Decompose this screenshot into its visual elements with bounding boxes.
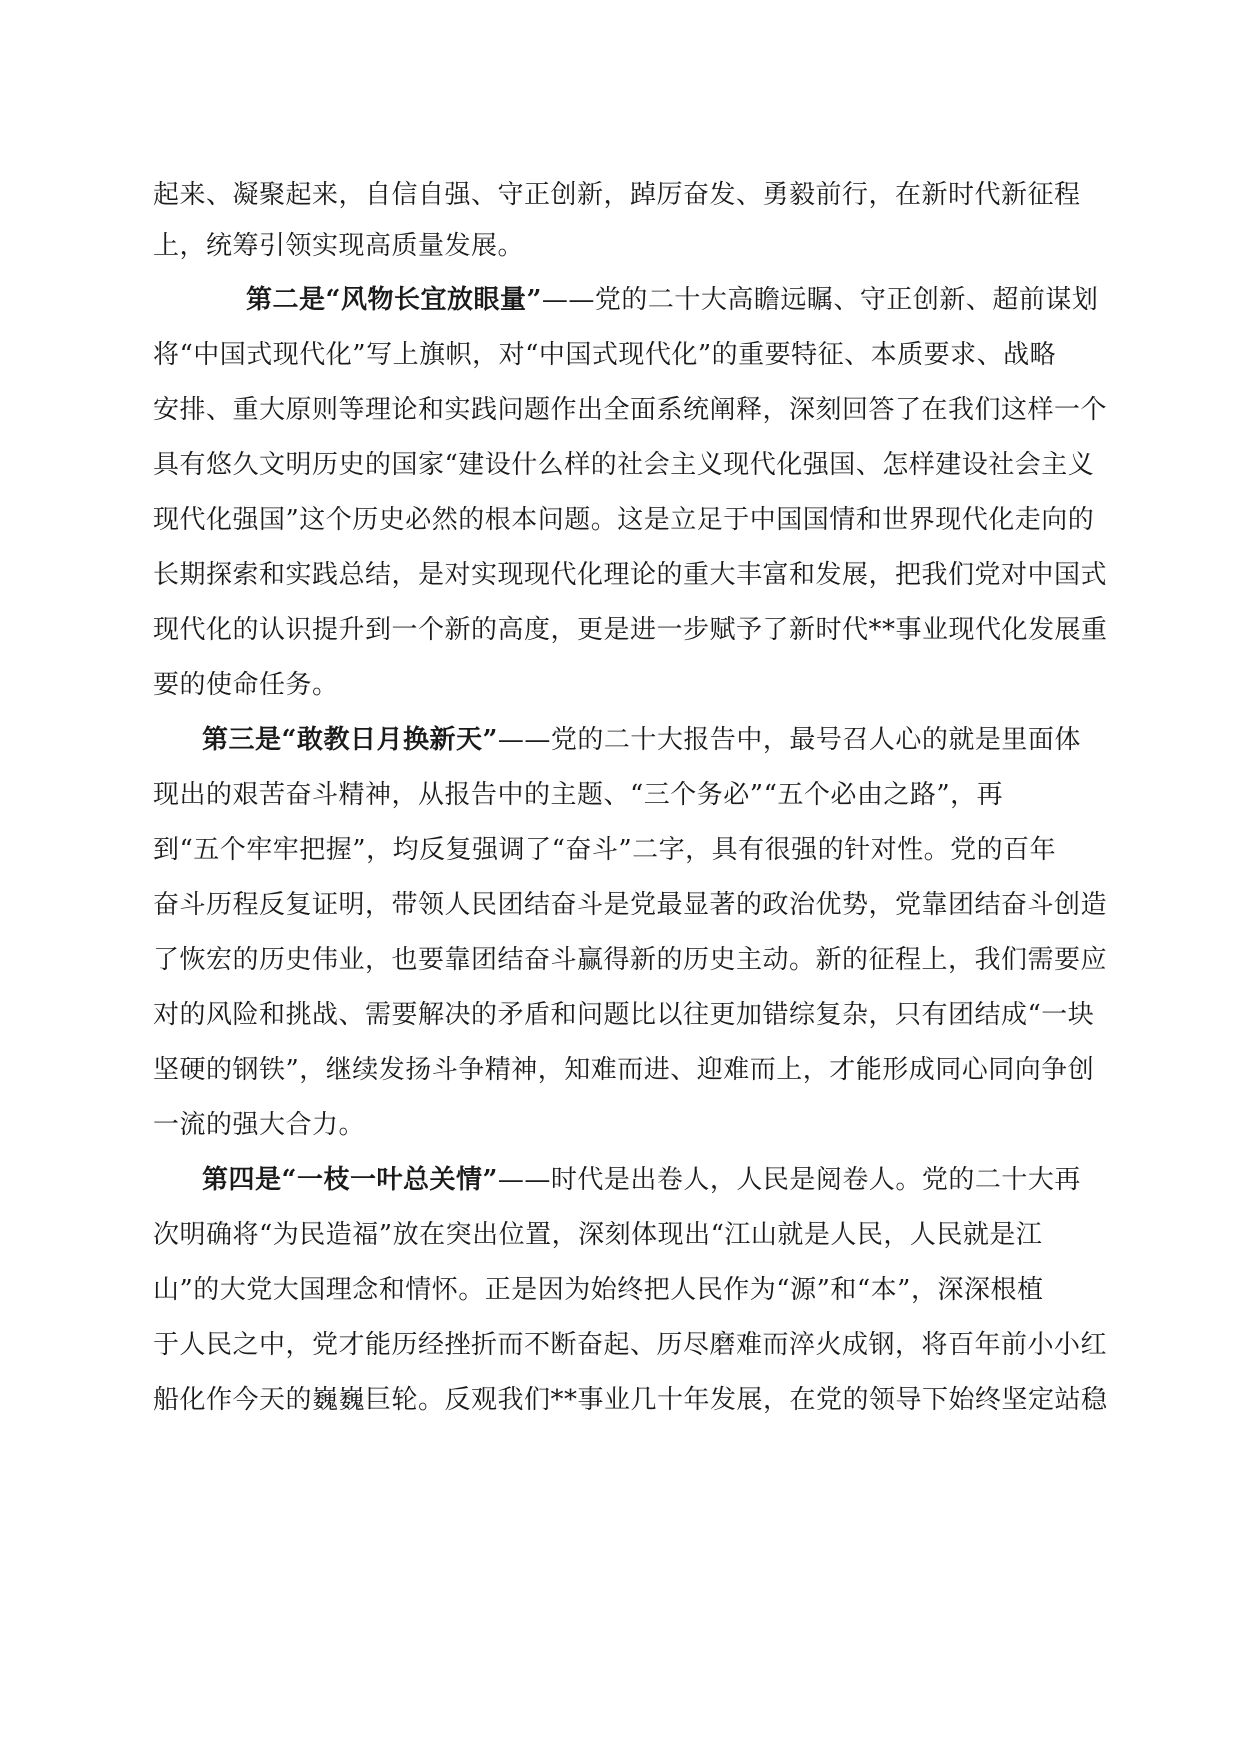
p2-line-7: 现代化的认识提升到一个新的高度，更是进一步赋予了新时代**事业现代化发展重: [153, 615, 1108, 645]
p3-line-4: 奋斗历程反复证明，带领人民团结奋斗是党最显著的政治优势，党靠团结奋斗创造: [153, 890, 1108, 920]
p3-line-5: 了恢宏的历史伟业，也要靠团结奋斗赢得新的历史主动。新的征程上，我们需要应: [153, 945, 1108, 975]
p3-line-3: 到“五个牢牢把握”，均反复强调了“奋斗”二字，具有很强的针对性。党的百年: [153, 835, 1057, 865]
p1-line-1: 起来、凝聚起来，自信自强、守正创新，踔厉奋发、勇毅前行，在新时代新征程: [153, 180, 1081, 210]
p2-line-6: 长期探索和实践总结，是对实现现代化理论的重大丰富和发展，把我们党对中国式: [153, 560, 1108, 590]
p2-heading: 第二是“风物长宜放眼量”: [246, 285, 542, 315]
p4-line-2: 次明确将“为民造福”放在突出位置，深刻体现出“江山就是人民，人民就是江: [153, 1220, 1043, 1250]
p4-line-3: 山”的大党大国理念和情怀。正是因为始终把人民作为“源”和“本”，深深根植: [153, 1275, 1044, 1305]
p3-first-rest: ——党的二十大报告中，最号召人心的就是里面体: [497, 725, 1081, 755]
p3-first-line: [202, 722, 1081, 758]
p1-line-2: 上，统筹引领实现高质量发展。: [153, 231, 525, 261]
p4-heading: 第四是“一枝一叶总关情”: [202, 1165, 498, 1195]
p2-line-5: 现代化强国”这个历史必然的根本问题。这是立足于中国国情和世界现代化走向的: [153, 505, 1095, 535]
p2-first-line: [246, 282, 1098, 318]
p2-line-2: 将“中国式现代化”写上旗帜，对“中国式现代化”的重要特征、本质要求、战略: [153, 340, 1057, 370]
p4-first-line: [202, 1162, 1081, 1198]
p2-line-4: 具有悠久文明历史的国家“建设什么样的社会主义现代化强国、怎样建设社会主义: [153, 450, 1095, 480]
p2-line-8: 要的使命任务。: [153, 670, 339, 700]
p2-first-rest: ——党的二十大高瞻远瞩、守正创新、超前谋划: [541, 285, 1099, 315]
p3-line-6: 对的风险和挑战、需要解决的矛盾和问题比以往更加错综复杂，只有团结成“一块: [153, 1000, 1095, 1030]
p4-first-rest: ——时代是出卷人，人民是阅卷人。党的二十大再: [497, 1165, 1081, 1195]
p4-line-5: 船化作今天的巍巍巨轮。反观我们**事业几十年发展，在党的领导下始终坚定站稳: [153, 1385, 1108, 1415]
p3-line-2: 现出的艰苦奋斗精神，从报告中的主题、“三个务必”“五个必由之路”，再: [153, 780, 1004, 810]
p4-line-4: 于人民之中，党才能历经挫折而不断奋起、历尽磨难而淬火成钢，将百年前小小红: [153, 1330, 1108, 1360]
p2-line-3: 安排、重大原则等理论和实践问题作出全面系统阐释，深刻回答了在我们这样一个: [153, 395, 1108, 425]
p3-line-8: 一流的强大合力。: [153, 1110, 366, 1140]
p3-line-7: 坚硬的钢铁”，继续发扬斗争精神，知难而进、迎难而上，才能形成同心同向争创: [153, 1055, 1095, 1085]
p3-heading: 第三是“敢教日月换新天”: [202, 725, 498, 755]
